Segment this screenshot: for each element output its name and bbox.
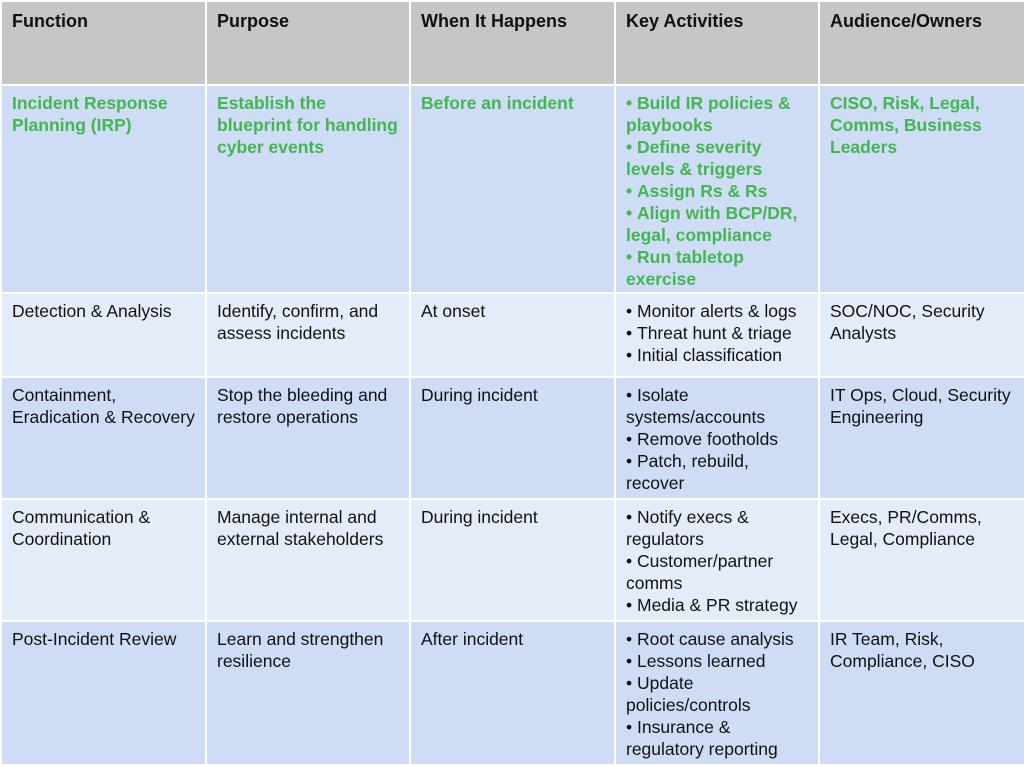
table-row (1, 377, 1024, 499)
activity-item: • Build IR policies & playbooks (626, 92, 808, 136)
cell-function: Incident Response Planning (IRP) (1, 85, 206, 293)
activity-item: • Threat hunt & triage (626, 322, 808, 344)
cell-function: Communication & Coordination (1, 499, 206, 621)
cell-owners: IT Ops, Cloud, Security Engineering (819, 377, 1024, 499)
cell-when: During incident (410, 499, 615, 621)
cell-purpose: Establish the blueprint for handling cyber events (206, 85, 410, 293)
activity-item: • Remove footholds (626, 428, 808, 450)
cell-activities (615, 85, 819, 293)
cell-owners: IR Team, Risk, Compliance, CISO (819, 621, 1024, 765)
activities-list (626, 300, 808, 366)
cell-function: Containment, Eradication & Recovery (1, 377, 206, 499)
cell-activities (615, 621, 819, 765)
activity-item: • Notify execs & regulators (626, 506, 808, 550)
activity-item: • Assign Rs & Rs (626, 180, 808, 202)
header-row (1, 1, 1024, 85)
cell-when: During incident (410, 377, 615, 499)
activity-item: • Update policies/controls (626, 672, 808, 716)
cell-purpose: Manage internal and external stakeholders (206, 499, 410, 621)
header-function: Function (1, 1, 206, 85)
table-row (1, 499, 1024, 621)
header-activities: Key Activities (615, 1, 819, 85)
activity-item: • Patch, rebuild, recover (626, 450, 808, 494)
cell-function: Detection & Analysis (1, 293, 206, 377)
cell-owners: SOC/NOC, Security Analysts (819, 293, 1024, 377)
cell-activities (615, 377, 819, 499)
header-owners: Audience/Owners (819, 1, 1024, 85)
cell-activities (615, 499, 819, 621)
activity-item: • Media & PR strategy (626, 594, 808, 616)
table-row (1, 293, 1024, 377)
table-row (1, 621, 1024, 765)
cell-when: After incident (410, 621, 615, 765)
cell-when: Before an incident (410, 85, 615, 293)
activity-item: • Define severity levels & triggers (626, 136, 808, 180)
cell-function: Post-Incident Review (1, 621, 206, 765)
activities-list (626, 384, 808, 494)
cell-owners: Execs, PR/Comms, Legal, Compliance (819, 499, 1024, 621)
cell-when: At onset (410, 293, 615, 377)
activity-item: • Align with BCP/DR, legal, compliance (626, 202, 808, 246)
table-row (1, 85, 1024, 293)
activity-item: • Run tabletop exercise (626, 246, 808, 290)
cell-purpose: Identify, confirm, and assess incidents (206, 293, 410, 377)
activity-item: • Root cause analysis (626, 628, 808, 650)
activity-item: • Customer/partner comms (626, 550, 808, 594)
activity-item: • Insurance & regulatory reporting (626, 716, 808, 760)
activities-list (626, 628, 808, 760)
cell-purpose: Stop the bleeding and restore operations (206, 377, 410, 499)
cell-owners: CISO, Risk, Legal, Comms, Business Leaders (819, 85, 1024, 293)
activity-item: • Isolate systems/accounts (626, 384, 808, 428)
activities-list (626, 506, 808, 616)
header-when: When It Happens (410, 1, 615, 85)
activity-item: • Monitor alerts & logs (626, 300, 808, 322)
cell-activities (615, 293, 819, 377)
cell-purpose: Learn and strengthen resilience (206, 621, 410, 765)
activity-item: • Initial classification (626, 344, 808, 366)
header-purpose: Purpose (206, 1, 410, 85)
activity-item: • Lessons learned (626, 650, 808, 672)
activities-list (626, 92, 808, 290)
